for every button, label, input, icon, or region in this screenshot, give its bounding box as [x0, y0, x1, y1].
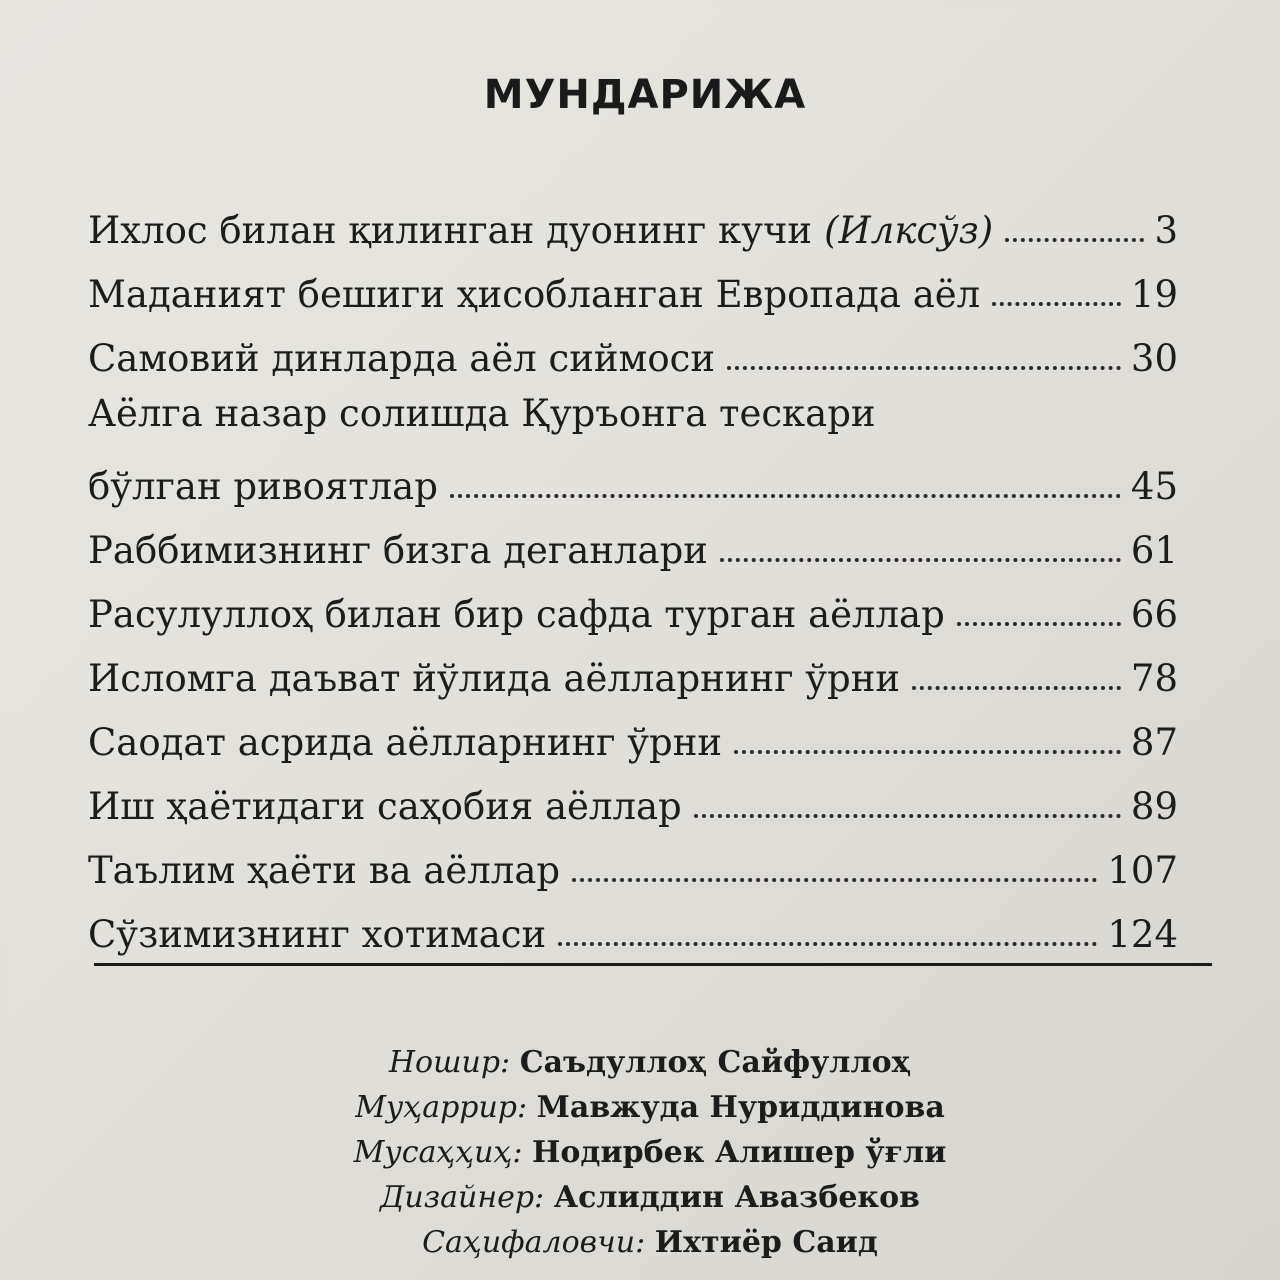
toc-entry-title: Ихлос билан қилинган дуонинг кучи: [88, 209, 813, 252]
toc-page-number: 107: [1107, 849, 1178, 892]
toc-entry-title: Маданият бешиги ҳисобланган Европада аёл: [88, 273, 981, 316]
leader-dots: [694, 814, 1121, 818]
toc-entry: [88, 702, 1178, 766]
toc-page-number: 61: [1130, 529, 1178, 572]
toc-entry: [88, 190, 1178, 254]
toc-entry-title: Саодат асрида аёлларнинг ўрни: [88, 721, 723, 764]
toc-page-number: 30: [1130, 337, 1178, 380]
toc-entry-title-line1: Аёлга назар солишда Қуръонга тескари: [88, 392, 876, 435]
toc-entry: [88, 766, 1178, 830]
toc-entry-title-line2: бўлган ривоятлар: [88, 465, 438, 508]
toc-entry: [88, 574, 1178, 638]
toc-page-number: 3: [1154, 209, 1178, 252]
horizontal-rule: [94, 963, 1212, 966]
leader-dots: [572, 878, 1097, 882]
credit-line: [0, 1085, 1280, 1130]
toc-entry-title: Иш ҳаётидаги саҳобия аёллар: [88, 785, 682, 828]
credit-line: [0, 1130, 1280, 1175]
table-of-contents: [88, 190, 1178, 958]
credit-name: Мавжуда Нуриддинова: [536, 1090, 945, 1125]
toc-page-number: 45: [1130, 465, 1178, 508]
credit-line: [0, 1040, 1280, 1085]
credit-role: Мусаҳҳиҳ:: [353, 1135, 523, 1170]
imprint-credits: [0, 1040, 1280, 1265]
toc-entry: [88, 638, 1178, 702]
toc-entry: [88, 318, 1178, 382]
leader-dots: [558, 942, 1097, 946]
credit-name: Нодирбек Алишер ўғли: [532, 1135, 947, 1170]
credit-line: [0, 1220, 1280, 1265]
credit-role: Саҳифаловчи:: [422, 1225, 646, 1260]
toc-entry-title: Таълим ҳаёти ва аёллар: [88, 849, 561, 892]
toc-entry-title: Раббимизнинг бизга деганлари: [88, 529, 708, 572]
leader-dots: [957, 622, 1121, 626]
toc-entry-title: Исломга даъват йўлида аёлларнинг ўрни: [88, 657, 901, 700]
toc-entry-title: Сўзимизнинг хотимаси: [88, 913, 547, 956]
credit-line: [0, 1175, 1280, 1220]
leader-dots: [727, 366, 1121, 370]
toc-page-number: 87: [1130, 721, 1178, 764]
page-title: МУНДАРИЖА: [483, 72, 807, 118]
leader-dots: [1005, 238, 1144, 242]
toc-entry-line2: [88, 446, 1178, 510]
toc-entry-note: (Илксўз): [824, 209, 994, 252]
toc-entry: [88, 254, 1178, 318]
toc-page-number: 78: [1130, 657, 1178, 700]
leader-dots: [450, 494, 1121, 498]
toc-page-number: 66: [1130, 593, 1178, 636]
toc-page-number: 89: [1130, 785, 1178, 828]
toc-entry-title: Самовий динларда аёл сиймоси: [88, 337, 715, 380]
leader-dots: [720, 558, 1121, 562]
credit-name: Аслиддин Авазбеков: [553, 1180, 920, 1215]
toc-entry: [88, 894, 1178, 958]
toc-entry: [88, 830, 1178, 894]
credit-role: Дизайнер:: [380, 1180, 545, 1215]
credit-role: Ношир:: [388, 1045, 511, 1080]
toc-entry: [88, 382, 1178, 510]
credit-name: Ихтиёр Саид: [654, 1225, 878, 1260]
toc-entry-title: Расулуллоҳ билан бир сафда турган аёллар: [88, 593, 945, 636]
credit-name: Саъдуллоҳ Сайфуллоҳ: [519, 1045, 912, 1080]
credit-role: Муҳаррир:: [355, 1090, 528, 1125]
toc-page-number: 19: [1130, 273, 1178, 316]
leader-dots: [912, 686, 1121, 690]
toc-page-number: 124: [1107, 913, 1178, 956]
leader-dots: [734, 750, 1121, 754]
toc-entry: [88, 510, 1178, 574]
leader-dots: [992, 302, 1121, 306]
